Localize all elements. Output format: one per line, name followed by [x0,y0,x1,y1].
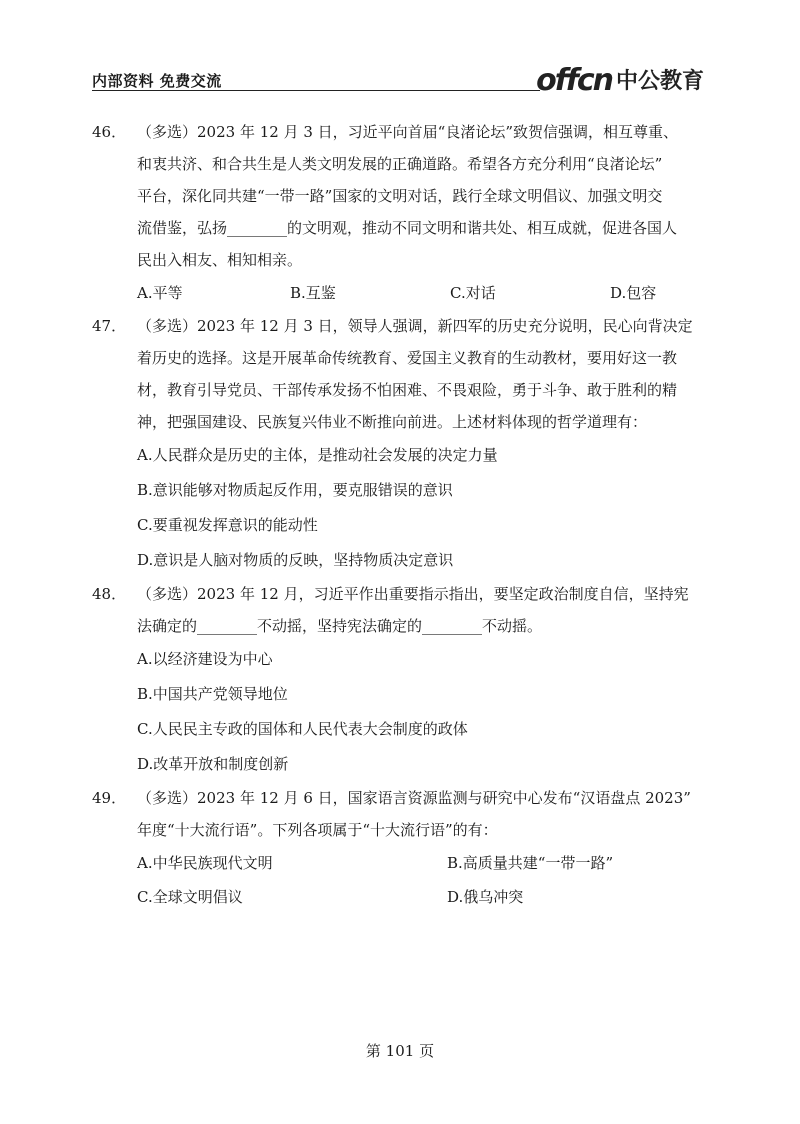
option-b: B.意识能够对物质起反作用，要克服错误的意识 [137,481,453,499]
question-list [92,116,708,914]
question-number: 49． [92,789,127,807]
header-rule [92,90,540,91]
offcn-logo [536,62,704,96]
option-d: D.包容 [610,284,657,302]
page-number: 第 101 页 [365,1042,435,1060]
logo-latin-text: offcn [536,63,612,98]
question-line: 民出入相友、相知相亲。 [137,251,303,269]
options-49-row2 [92,880,708,914]
question-line: 和衷共济、和合共生是人类文明发展的正确道路。希望各方充分利用“良渚论坛” [137,155,663,173]
question-number: 48． [92,585,127,603]
option-c: C.全球文明倡议 [137,888,243,906]
option-c: C.要重视发挥意识的能动性 [137,516,318,534]
question-line: （多选）2023 年 12 月 6 日，国家语言资源监测与研究中心发布“汉语盘点 2023” [137,789,691,807]
option-b: B.高质量共建“一带一路” [447,854,614,872]
question-line: 年度“十大流行语”。下列各项属于“十大流行语”的有： [137,821,498,839]
page-header [92,62,708,96]
option-d: D.意识是人脑对物质的反映，坚持物质决定意识 [137,551,454,569]
question-line: 平台，深化同共建“一带一路”国家的文明对话，践行全球文明倡议、加强文明交 [137,187,663,205]
option-c: C.对话 [450,284,496,302]
option-a: A.人民群众是历史的主体，是推动社会发展的决定力量 [137,446,498,464]
option-d: D.俄乌冲突 [447,888,524,906]
option-a: A.平等 [137,284,183,302]
option-b: B.中国共产党领导地位 [137,685,288,703]
question-line: （多选）2023 年 12 月 3 日，习近平向首届“良渚论坛”致贺信强调，相互尊重、 [137,123,678,141]
question-line: （多选）2023 年 12 月 3 日，领导人强调，新四军的历史充分说明，民心向背决定 [137,317,693,335]
question-line: 神，把强国建设、民族复兴伟业不断推向前进。上述材料体现的哲学道理有： [137,413,648,431]
option-c: C.人民民主专政的国体和人民代表大会制度的政体 [137,720,468,738]
logo-chinese-text: 中公教育 [615,69,704,94]
option-a: A.以经济建设为中心 [137,650,273,668]
question-line: 材，教育引导党员、干部传承发扬不怕困难、不畏艰险，勇于斗争、敢于胜利的精 [137,381,678,399]
question-number: 46． [92,123,127,141]
question-line: 法确定的________不动摇，坚持宪法确定的________不动摇。 [137,617,543,635]
option-b: B.互鉴 [290,284,336,302]
question-48 [92,578,708,642]
options-46 [92,276,708,310]
question-line: 流借鉴，弘扬________的文明观，推动不同文明和谐共处、相互成就，促进各国人 [137,219,678,237]
question-49 [92,782,708,846]
question-46 [92,116,708,276]
question-number: 47． [92,317,127,335]
option-a: A.中华民族现代文明 [137,854,273,872]
option-d: D.改革开放和制度创新 [137,755,289,773]
header-note: 内部资料 免费交流 [92,72,222,90]
question-line: （多选）2023 年 12 月，习近平作出重要指示指出，要坚定政治制度自信，坚持宪 [137,585,689,603]
options-49-row1 [92,846,708,880]
question-47 [92,310,708,438]
question-line: 着历史的选择。这是开展革命传统教育、爱国主义教育的生动教材，要用好这一教 [137,349,678,367]
